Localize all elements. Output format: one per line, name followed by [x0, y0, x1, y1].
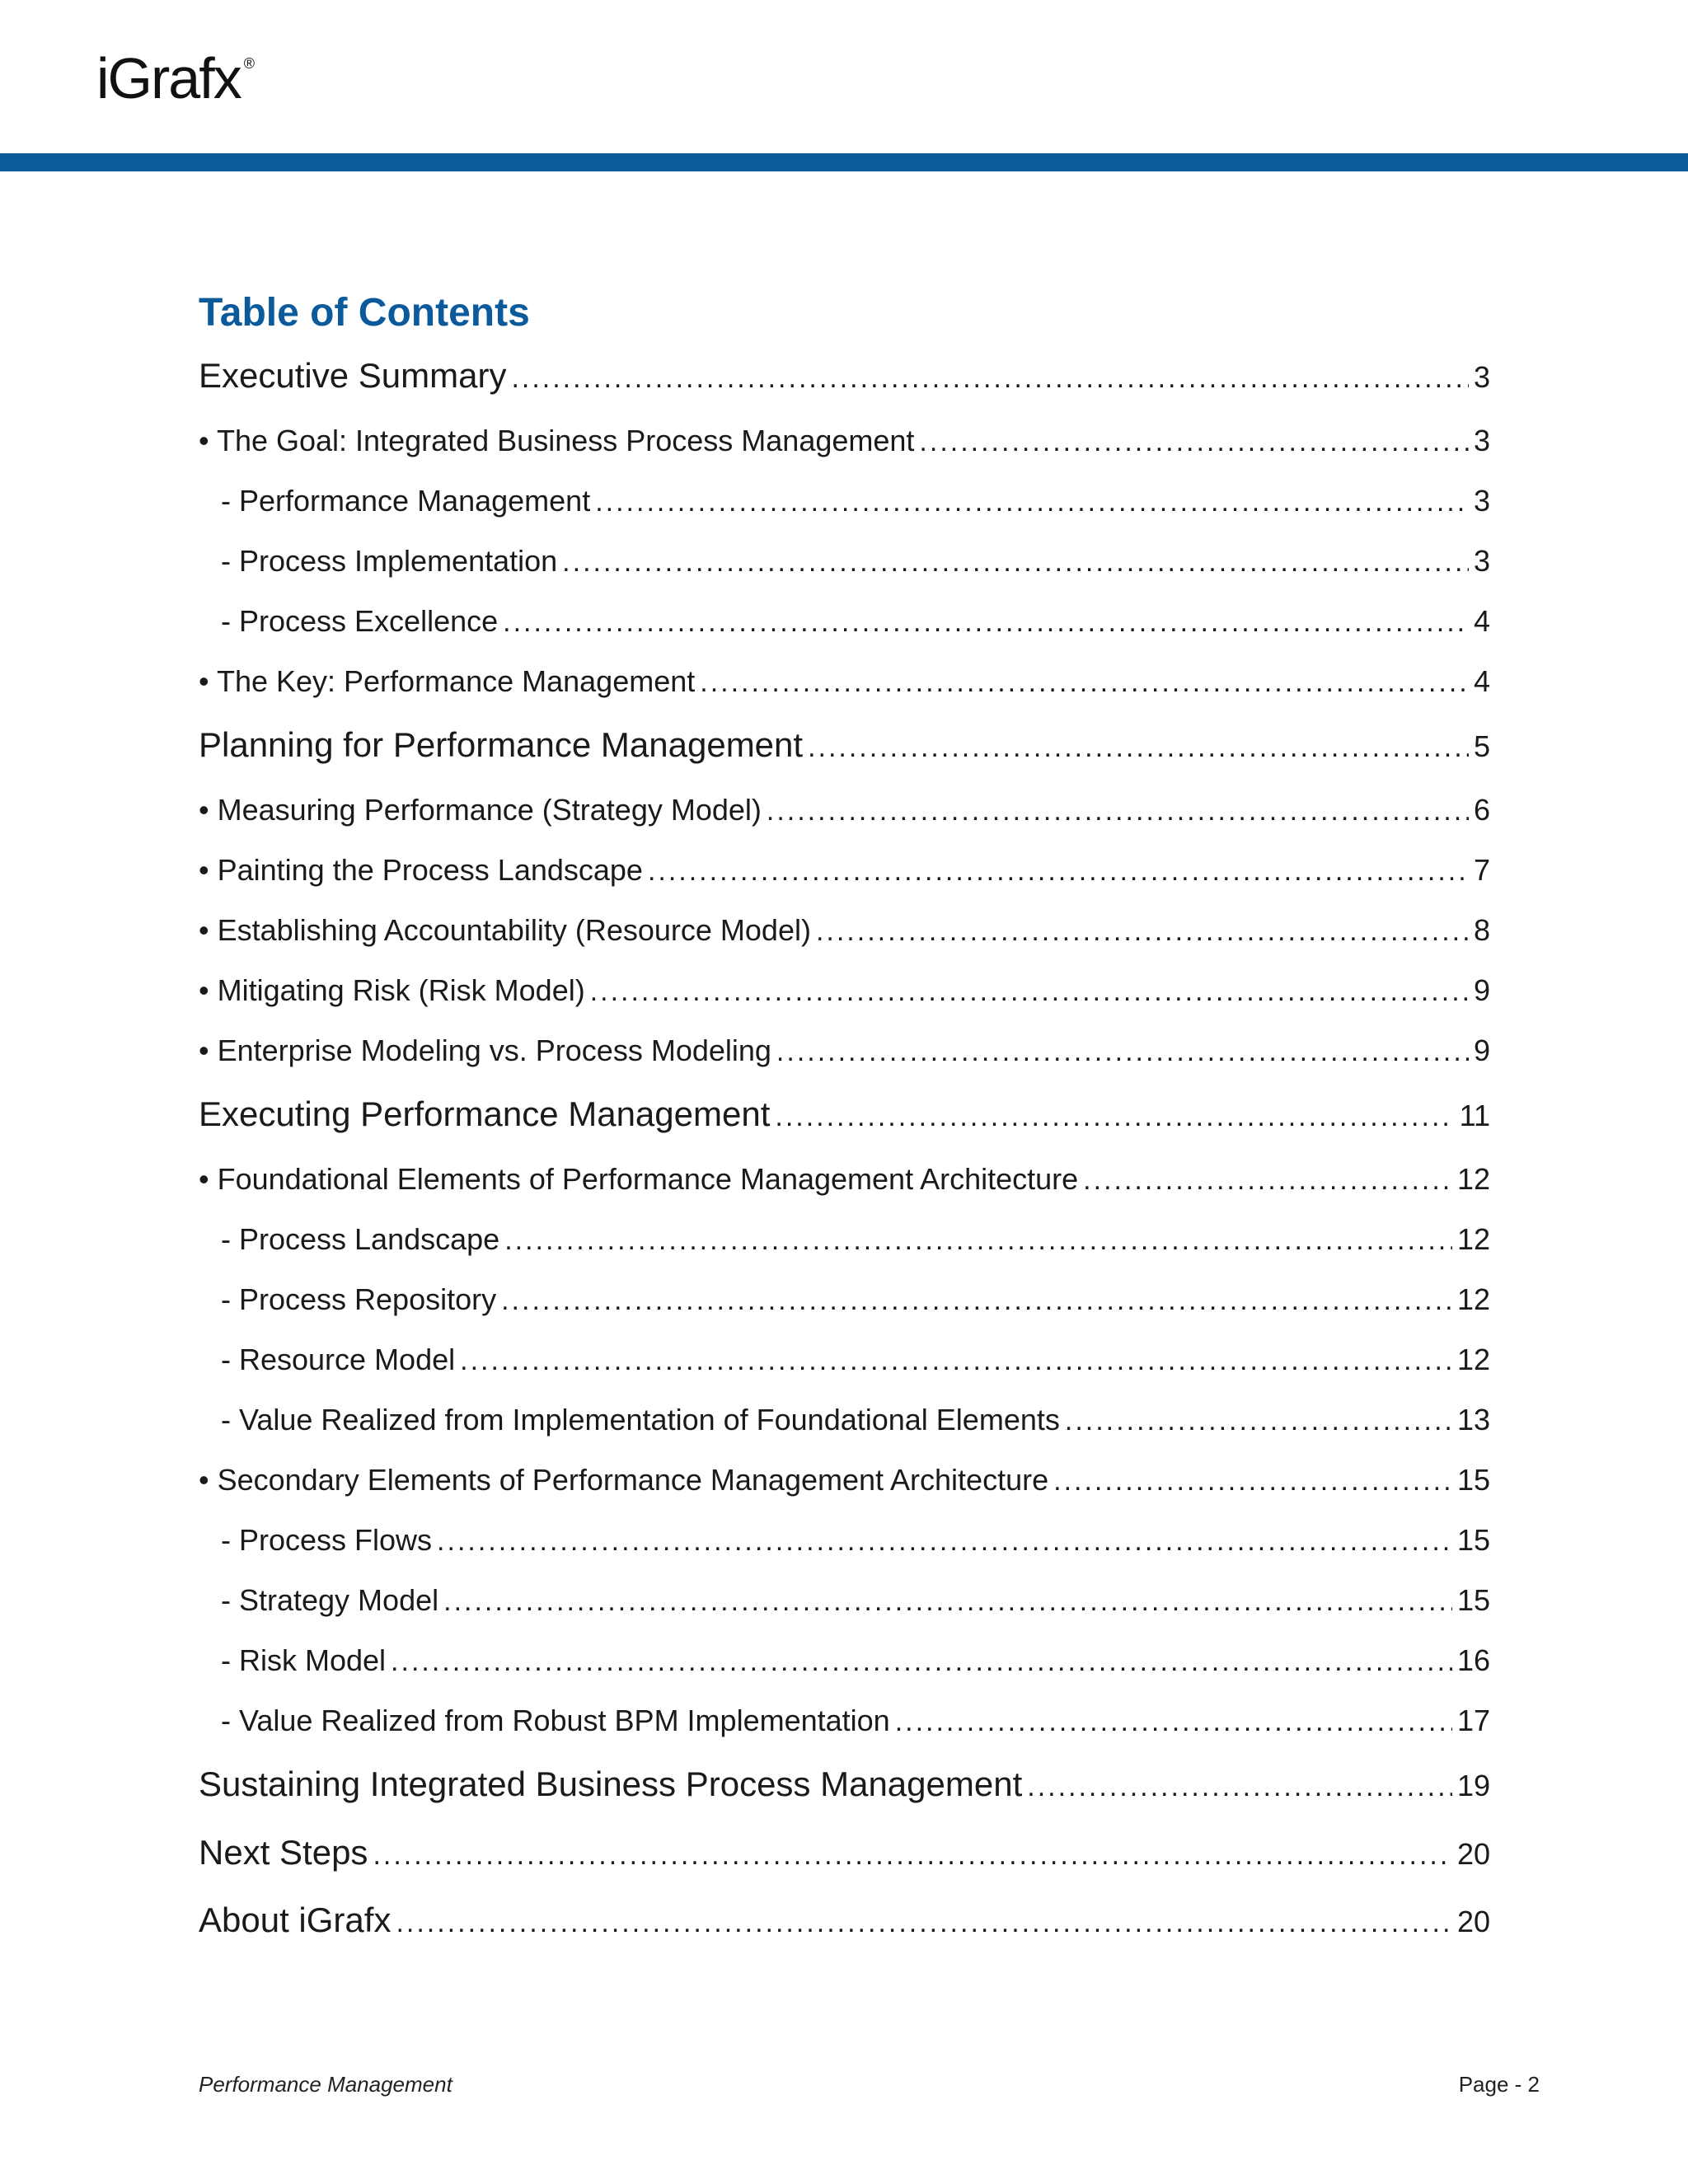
toc-leader — [396, 1907, 1452, 1939]
toc-entry-label: • Painting the Process Landscape — [199, 853, 643, 887]
toc-entry[interactable] — [199, 1162, 1490, 1197]
toc-entry-page: 3 — [1473, 360, 1490, 394]
toc-entry-label: - Risk Model — [221, 1643, 387, 1677]
toc-entry-label: • Establishing Accountability (Resource Model) — [199, 913, 811, 947]
toc-entry[interactable] — [199, 1403, 1490, 1437]
toc-leader — [816, 916, 1469, 948]
igrafx-logo — [96, 46, 255, 110]
toc-entry-page: 3 — [1473, 424, 1490, 457]
footer-document-name: Performance Management — [199, 2072, 452, 2097]
toc-entry[interactable] — [199, 1704, 1490, 1738]
toc-entry[interactable] — [199, 484, 1490, 518]
toc-entry[interactable] — [199, 1833, 1490, 1872]
toc-entry-page: 4 — [1473, 604, 1490, 638]
toc-entry[interactable] — [199, 1343, 1490, 1377]
toc-entry-label: About iGrafx — [199, 1900, 392, 1939]
toc-entry-page: 12 — [1456, 1162, 1490, 1196]
toc-entry-label: Sustaining Integrated Business Process Management — [199, 1765, 1023, 1803]
toc-entry-label: • Foundational Elements of Performance Management Architecture — [199, 1162, 1079, 1196]
toc-entry-page: 6 — [1473, 793, 1490, 827]
toc-leader — [373, 1840, 1452, 1872]
toc-leader — [443, 1586, 1452, 1618]
toc-entry-page: 15 — [1456, 1583, 1490, 1617]
toc-entry-page: 16 — [1456, 1643, 1490, 1677]
toc-entry-page: 19 — [1456, 1769, 1490, 1802]
header-bar — [0, 153, 1688, 171]
toc-entry-label: - Resource Model — [221, 1343, 456, 1376]
toc-entry[interactable] — [199, 973, 1490, 1008]
toc-entry[interactable] — [199, 1094, 1490, 1134]
toc-entry[interactable] — [199, 664, 1490, 699]
toc-entry-label: - Value Realized from Implementation of Foundational Elements — [221, 1403, 1060, 1436]
toc-entry[interactable] — [199, 1222, 1490, 1257]
toc-entry-label: • The Goal: Integrated Business Process Management — [199, 424, 915, 457]
toc-entry[interactable] — [199, 1282, 1490, 1317]
toc-leader — [775, 1101, 1454, 1133]
toc-entry[interactable] — [199, 793, 1490, 827]
toc-entry-label: Executing Performance Management — [199, 1094, 771, 1133]
toc-entry[interactable] — [199, 1583, 1490, 1618]
toc-entry-page: 3 — [1473, 484, 1490, 518]
toc-leader — [648, 855, 1469, 888]
toc-leader — [503, 607, 1469, 639]
toc-entry-label: - Strategy Model — [221, 1583, 439, 1617]
logo-text: iGrafx — [96, 46, 241, 110]
toc-leader — [460, 1345, 1452, 1377]
toc-entry-label: - Value Realized from Robust BPM Implementation — [221, 1704, 890, 1737]
toc-entry[interactable] — [199, 1463, 1490, 1497]
toc-entry-page: 5 — [1473, 729, 1490, 763]
toc-entry[interactable] — [199, 853, 1490, 888]
toc-entry-label: - Process Flows — [221, 1523, 433, 1557]
toc-leader — [776, 1036, 1469, 1068]
toc-entry-page: 12 — [1456, 1222, 1490, 1256]
registered-mark: ® — [243, 55, 255, 72]
toc-entry-label: - Performance Management — [221, 484, 591, 518]
toc-entry[interactable] — [199, 356, 1490, 396]
toc-entry-label: • The Key: Performance Management — [199, 664, 696, 698]
toc-leader — [700, 667, 1469, 699]
toc-leader — [511, 363, 1469, 395]
toc-entry-page: 11 — [1459, 1099, 1490, 1132]
toc-entry-label: - Process Implementation — [221, 544, 558, 578]
toc-entry[interactable] — [199, 424, 1490, 458]
toc-entry-label: • Measuring Performance (Strategy Model) — [199, 793, 762, 827]
toc-entry-page: 9 — [1473, 1033, 1490, 1067]
footer-page-number: Page - 2 — [1458, 2072, 1540, 2097]
toc-entry[interactable] — [199, 1765, 1490, 1804]
toc-entry-page: 13 — [1456, 1403, 1490, 1436]
toc-leader — [895, 1706, 1452, 1738]
toc-entry-page: 17 — [1456, 1704, 1490, 1737]
toc-entry-page: 15 — [1456, 1463, 1490, 1497]
toc-entry[interactable] — [199, 1033, 1490, 1068]
toc-entry[interactable] — [199, 913, 1490, 948]
toc-entry[interactable] — [199, 1523, 1490, 1558]
toc-entry-page: 7 — [1473, 853, 1490, 887]
toc-entry-label: Planning for Performance Management — [199, 725, 804, 764]
toc-leader — [1027, 1771, 1452, 1803]
toc-entry-page: 12 — [1456, 1343, 1490, 1376]
toc-entry-label: - Process Repository — [221, 1282, 497, 1316]
toc-entry-label: - Process Excellence — [221, 604, 499, 638]
toc-entry-label: Next Steps — [199, 1833, 368, 1872]
toc-leader — [767, 795, 1469, 827]
toc-title: Table of Contents — [199, 291, 530, 335]
toc-entry-page: 15 — [1456, 1523, 1490, 1557]
toc-entry-label: • Enterprise Modeling vs. Process Modeling — [199, 1033, 771, 1067]
toc-entry-page: 8 — [1473, 913, 1490, 947]
toc-leader — [808, 732, 1469, 764]
toc-entry[interactable] — [199, 544, 1490, 579]
toc-leader — [595, 486, 1469, 518]
toc-leader — [919, 426, 1469, 458]
toc-entry-page: 20 — [1456, 1837, 1490, 1871]
toc-leader — [391, 1646, 1452, 1678]
toc-entry-label: • Secondary Elements of Performance Management Architecture — [199, 1463, 1049, 1497]
toc-entry-page: 12 — [1456, 1282, 1490, 1316]
toc-leader — [437, 1526, 1452, 1558]
toc-entry[interactable] — [199, 1643, 1490, 1678]
toc-leader — [590, 976, 1469, 1008]
toc-leader — [501, 1285, 1452, 1317]
toc-leader — [1053, 1465, 1452, 1497]
toc-entry-page: 9 — [1473, 973, 1490, 1007]
toc-leader — [1065, 1405, 1452, 1437]
toc-entry[interactable] — [199, 1900, 1490, 1940]
toc-leader — [562, 546, 1469, 579]
toc-entry-label: • Mitigating Risk (Risk Model) — [199, 973, 585, 1007]
toc-entry-page: 20 — [1456, 1905, 1490, 1938]
toc-entry-page: 3 — [1473, 544, 1490, 578]
toc-entry[interactable] — [199, 725, 1490, 765]
toc-leader — [504, 1225, 1452, 1257]
toc-leader — [1083, 1165, 1452, 1197]
toc-entry-page: 4 — [1473, 664, 1490, 698]
toc-entry-label: Executive Summary — [199, 356, 507, 395]
toc-entry-label: - Process Landscape — [221, 1222, 500, 1256]
toc-entry[interactable] — [199, 604, 1490, 639]
